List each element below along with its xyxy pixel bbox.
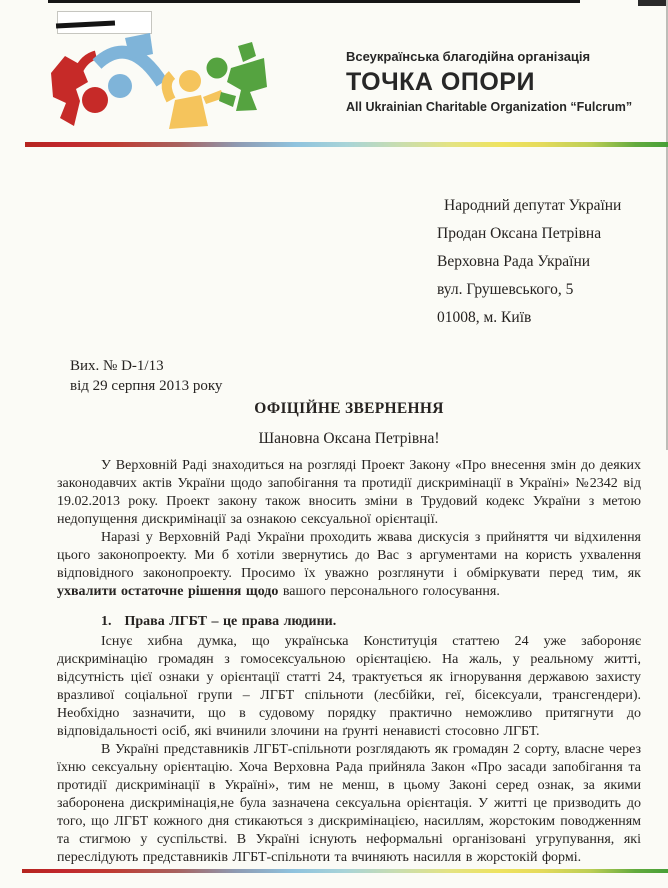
recipient-line: Продан Оксана Петрівна xyxy=(437,225,602,242)
reference-block xyxy=(70,356,222,396)
fulcrum-people-logo-icon xyxy=(50,33,268,133)
section-number: 1. xyxy=(101,614,112,629)
paragraph-draft-law: У Верховній Раді знаходиться на розгляді Проект Закону «Про внесення змін до деяких законодавчих актів України щодо запобігання та протидії дискримінації в Україні» №2342 від 19.02.2013 року. Проект закону також вносить зміни в Трудовий кодекс України з метою недопущення дискримінації за ознакою сексуальної орієнтації. xyxy=(57,458,641,527)
letterhead-divider-gradient xyxy=(25,142,668,147)
recipient-line: 01008, м. Київ xyxy=(437,309,532,326)
reference-date: від 29 серпня 2013 року xyxy=(70,378,223,394)
logo-figure-yellow xyxy=(167,70,224,129)
section-title-text: Права ЛГБТ – це права людини. xyxy=(124,614,337,629)
recipient-block xyxy=(437,192,621,332)
logo-figure-blue xyxy=(97,33,162,98)
salutation-line: Шановна Оксана Петрівна! xyxy=(258,430,440,447)
recipient-line: вул. Грушевського, 5 xyxy=(437,281,574,298)
paragraph-appeal-bold: ухвалити остаточне рішення щодо xyxy=(57,584,279,599)
paragraph-constitution: Існує хибна думка, що українська Конституція статтею 24 уже забороняє дискримінацію громадян з гомосексуальною орієнтацією. На жаль, у реальному житті, відсутність цієї ознаки у орієнтації статті 24, трактується як ігнорування державою захисту вразливої соціальної групи – ЛГБТ спільноти (лесбійки, геї, бісексуали, трансгендери). Необхідно зазначити, що в судовому порядку практично неможливо притягнути до відповідальності осіб, які вчинили злочини на ґрунті ненависті стосовно ЛГБТ. xyxy=(57,634,641,739)
paragraph-appeal-end: вашого персонального голосування. xyxy=(278,584,500,599)
org-name-ukrainian: Всеукраїнська благодійна організація xyxy=(346,49,591,64)
recipient-line: Верховна Рада України xyxy=(437,253,591,270)
paragraph-appeal xyxy=(57,529,641,601)
document-title: ОФІЦІЙНЕ ЗВЕРНЕННЯ xyxy=(254,400,444,417)
footer-divider-gradient xyxy=(22,869,668,873)
section-heading-lgbt-rights xyxy=(57,613,641,631)
scan-artifact-top-edge xyxy=(48,0,580,3)
scan-artifact-top-right-corner xyxy=(638,0,668,6)
recipient-line: Народний депутат України xyxy=(444,197,622,214)
reference-number: Вих. № D-1/13 xyxy=(70,358,164,374)
letterhead xyxy=(346,49,632,115)
org-name-english: All Ukrainian Charitable Organization “Fulcrum” xyxy=(346,100,633,114)
paragraph-appeal-start: Наразі у Верховній Раді України проходить жвава дискусія з прийняття чи відхилення цього законопроекту. Ми б хотіли звернутись до Вас з аргументами на користь ухвалення відповідного законопроекту. Просимо їх уважно розглянути і обміркувати перед тим, як xyxy=(57,530,641,581)
scan-artifact-label-sticker xyxy=(57,11,152,34)
paragraph-discrimination: В Україні представників ЛГБТ-спільноти розглядають як громадян 2 сорту, власне через їхню сексуальну орієнтацію. Хоча Верховна Рада прийняла Закон «Про засади запобігання та протидії дискримінації в Україні», тим не менш, в цьому Законі серед ознак, за якими заборонена дискримінація,не була зазначена сексуальна орієнтація. У житті це призводить до того, що ЛГБТ кожного дня стикаються з дискримінацією, насиллям, жорстоким поводженням та стигмою у суспільстві. В Україні існують неформальні організовані угрупування, які переслідують представників ЛГБТ-спільноти та вчиняють насилля в жорстокій формі. xyxy=(57,742,641,865)
letter-body xyxy=(57,457,641,867)
scan-artifact-pen-mark xyxy=(56,20,115,28)
org-name-main: ТОЧКА ОПОРИ xyxy=(346,68,535,96)
